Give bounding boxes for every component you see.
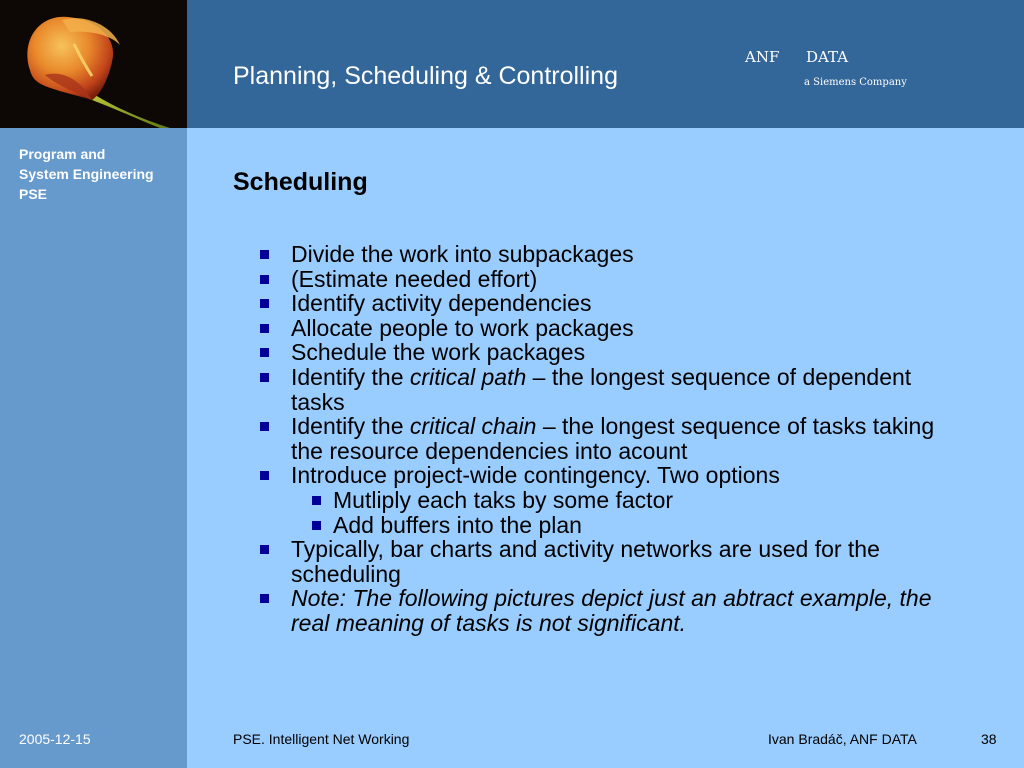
bullet-item xyxy=(258,365,938,414)
sidebar-line: Program and xyxy=(19,146,106,162)
calla-lily-logo xyxy=(0,0,187,128)
square-bullet-icon xyxy=(260,348,269,357)
square-bullet-icon xyxy=(312,521,321,530)
bullet-text: Introduce project-wide contingency. Two options xyxy=(291,462,780,489)
bullet-text: – the longest sequence of dependent tasks xyxy=(291,363,912,415)
bullet-text: Allocate people to work packages xyxy=(291,314,634,341)
square-bullet-icon xyxy=(260,275,269,284)
square-bullet-icon xyxy=(260,324,269,333)
bullet-item xyxy=(258,537,938,586)
square-bullet-icon xyxy=(260,299,269,308)
bullet-text: – the longest sequence of tasks taking the resource dependencies into acount xyxy=(291,413,935,464)
bullet-text: Mutliply each taks by some factor xyxy=(333,486,674,513)
bullet-item xyxy=(258,414,938,463)
bullet-text: Typically, bar charts and activity networks are used for the scheduling xyxy=(291,536,880,587)
square-bullet-icon xyxy=(312,496,321,505)
square-bullet-icon xyxy=(260,373,269,382)
flower-illustration xyxy=(0,0,187,128)
bullet-text: Identify the xyxy=(291,363,410,390)
logo-data: DATA xyxy=(806,48,849,66)
bullet-text: Add buffers into the plan xyxy=(333,511,582,538)
sidebar-line: PSE xyxy=(19,186,48,202)
bullet-item xyxy=(258,316,938,341)
footer-title: PSE. Intelligent Net Working xyxy=(233,731,410,747)
bullet-text: critical chain xyxy=(409,413,537,440)
bullet-text: critical path xyxy=(409,363,527,390)
bullet-text: Schedule the work packages xyxy=(291,339,586,366)
bullet-text: Note: The following pictures depict just an abtract example, the real meaning of tasks is not significant. xyxy=(291,585,932,636)
bullet-item xyxy=(258,242,938,267)
bullet-item xyxy=(258,586,938,635)
bullet-item xyxy=(258,463,938,488)
sidebar-text xyxy=(19,144,154,204)
footer-date: 2005-12-15 xyxy=(19,731,91,747)
square-bullet-icon xyxy=(260,250,269,259)
square-bullet-icon xyxy=(260,594,269,603)
square-bullet-icon xyxy=(260,545,269,554)
page-number: 38 xyxy=(981,731,997,747)
logo-subtitle: a Siemens Company xyxy=(804,77,907,88)
logo-anf: ANF xyxy=(745,48,780,66)
bullet-item xyxy=(258,340,938,365)
bullet-text: (Estimate needed effort) xyxy=(291,265,538,292)
header-title: Planning, Scheduling & Controlling xyxy=(233,62,618,90)
sidebar xyxy=(0,128,187,768)
bullet-item xyxy=(258,291,938,316)
bullet-list xyxy=(258,242,938,636)
sub-bullet-item xyxy=(258,488,938,513)
bullet-item xyxy=(258,267,938,292)
slide-heading: Scheduling xyxy=(233,168,368,196)
square-bullet-icon xyxy=(260,422,269,431)
bullet-text: Divide the work into subpackages xyxy=(291,241,634,267)
bullet-text: Identify activity dependencies xyxy=(291,290,592,317)
sub-bullet-item xyxy=(258,513,938,538)
sidebar-line: System Engineering xyxy=(19,166,154,182)
footer-author: Ivan Bradáč, ANF DATA xyxy=(768,731,917,747)
square-bullet-icon xyxy=(260,471,269,480)
bullet-text: Identify the xyxy=(291,413,410,440)
header-bar xyxy=(0,0,1024,128)
